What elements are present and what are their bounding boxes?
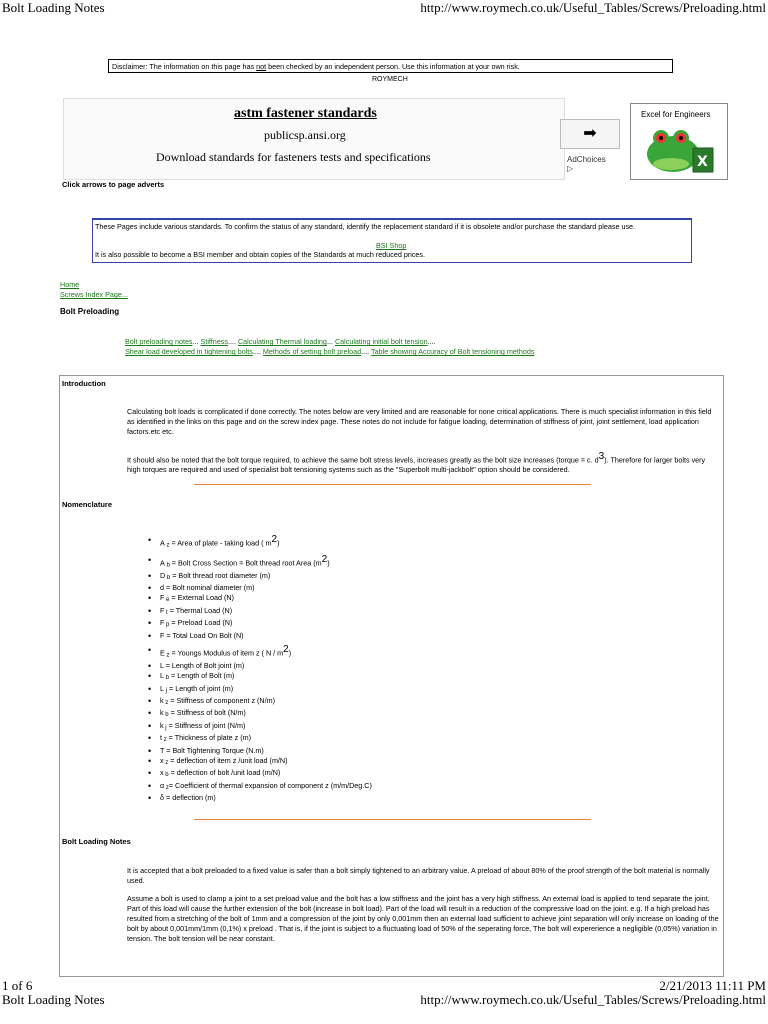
nomenclature-item: • α z= Coefficient of thermal expansion of component z (m/m/Deg.C) — [148, 781, 648, 793]
disclaimer-text-after: been checked by an independent person. Use this information at your own risk. — [266, 62, 520, 71]
ad-side-excel[interactable] — [630, 103, 728, 180]
nomenclature-item: • k z = Stiffness of component z (N/m) — [148, 696, 648, 708]
nomenclature-item: • F = Total Load On Bolt (N) — [148, 631, 648, 641]
nomenclature-item: • k b = Stiffness of bolt (N/m) — [148, 708, 648, 720]
nomenclature-item: • x b = deflection of bolt /unit load (m/N) — [148, 768, 648, 780]
print-header-title: Bolt Loading Notes — [2, 0, 105, 15]
bsi-notice-box — [92, 218, 692, 263]
print-footer-datetime: 2/21/2013 11:11 PM — [659, 978, 766, 993]
link-bolt-preloading-notes[interactable]: Bolt preloading notes — [125, 337, 193, 346]
bolt-notes-p1: It is accepted that a bolt preloaded to a fixed value is safer than a bolt simply tightened to an arbitrary value. A preload of about 80% of the proof strength of the bolt material is normally used. — [127, 866, 710, 885]
nomenclature-item: • d = Bolt nominal diameter (m) — [148, 583, 648, 593]
print-header-url-next: http://www.roymech.co.uk/Useful_Tables/Screws/Preloading.html — [420, 992, 766, 1007]
introduction-heading: Introduction — [62, 379, 106, 388]
nav-screws-index-link[interactable]: Screws Index Page... — [60, 290, 128, 299]
disclaimer-sub: ROYMECH — [372, 76, 408, 83]
nomenclature-item: • F t = Thermal Load (N) — [148, 606, 648, 618]
ad-description[interactable]: Download standards for fasteners tests and specifications — [156, 150, 431, 164]
nomenclature-item: • D b = Bolt thread root diameter (m) — [148, 571, 648, 583]
frog-icon — [643, 124, 715, 176]
bolt-notes-p2: Assume a bolt is used to clamp a joint to a set preload value and the bolt has a low stiffness and the joint has a very high stiffness. An external load is applied to tend separate the joint. Part of this load will cause the further extension of the bolt (increase in bolt load). Part of the load will result in a reduction of the compressive load on the joint. e.g. If a high preload has resulted from a stretching of the bolt of 1mm and a compression of the joint by only 0,001mm then an external load sufficient to achieve joint separation will only increase on loading of the bolt by about 0,001mm/1mm (0,1%) x preload . That is, if the joint is subject to a fluctuating load of 50% of the seperating force, The bolt will expererience a negligible (0,05%) variation in tension. The bolt tension will be near constant. — [127, 894, 719, 943]
nomenclature-item: • t z = Thickness of plate z (m) — [148, 733, 648, 745]
nomenclature-item: • E z = Youngs Modulus of item z ( N / $m^2$) — [148, 645, 648, 661]
print-header-title-next: Bolt Loading Notes — [2, 992, 105, 1007]
topic-links-row2: Shear load developed in tightening bolts.... Methods of setting bolt preload.... Table showing Accuracy of Bolt tensioning methods — [125, 347, 535, 356]
content-box — [59, 375, 724, 977]
nomenclature-item: • F e = External Load (N) — [148, 593, 648, 605]
section-title: Bolt Preloading — [60, 307, 120, 316]
ad-side-title: Excel for Engineers — [641, 110, 711, 119]
link-accuracy-table[interactable]: Table showing Accuracy of Bolt tensioning methods — [371, 347, 535, 356]
nomenclature-item: • x z = deflection of item z /unit load (m/N) — [148, 756, 648, 768]
nomenclature-item: • k j = Stiffness of joint (N/m) — [148, 721, 648, 733]
nomenclature-item: • L j = Length of joint (m) — [148, 684, 648, 696]
ad-title[interactable]: astm fastener standards — [234, 106, 377, 121]
svg-text:X: X — [697, 154, 708, 170]
nomenclature-heading: Nomenclature — [62, 500, 113, 509]
bolt-notes-heading: Bolt Loading Notes — [62, 837, 131, 846]
nomenclature-item: • A z = Area of plate - taking load ( $m^2$) — [148, 535, 648, 551]
nomenclature-item: • F p = Preload Load (N) — [148, 618, 648, 630]
print-footer-page: 1 of 6 — [2, 978, 33, 993]
bsi-line2: It is also possible to become a BSI member and obtain copies of the Standards at much reduced prices. — [95, 250, 426, 259]
click-arrows-note: Click arrows to page adverts — [62, 180, 165, 189]
introduction-p1: Calculating bolt loads is complicated if done correctly. The notes below are very limited and are reasonable for none critical applications. There is much specialist information in this field as identified in the links on this page and on the screw index page. These notes do not include for fatigue loading, determination of stiffness of joint, joint settlement, load application factors.etc etc. — [127, 407, 712, 436]
nomenclature-item: • L = Length of Bolt joint (m) — [148, 661, 648, 671]
nomenclature-item: • L b = Length of Bolt (m) — [148, 671, 648, 683]
topic-links-row1: Bolt preloading notes... Stiffness.... Calculating Thermal loading... Calculating initial bolt tension.... — [125, 337, 436, 346]
ad-arrow-button[interactable] — [560, 119, 620, 149]
nomenclature-list — [148, 531, 648, 804]
link-stiffness[interactable]: Stiffness — [200, 337, 228, 346]
nomenclature-item: • A b = Bolt Cross Section = Bolt thread root Area $(m^2)$ — [148, 555, 648, 571]
disclaimer-not: not — [256, 62, 267, 71]
link-thermal-loading[interactable]: Calculating Thermal loading — [237, 337, 327, 346]
arrow-right-icon: ➡ — [583, 125, 597, 142]
print-header-url: http://www.roymech.co.uk/Useful_Tables/Screws/Preloading.html — [420, 0, 766, 15]
adchoices-label[interactable]: AdChoices ▷ — [567, 155, 606, 173]
link-initial-bolt-tension[interactable]: Calculating initial bolt tension — [334, 337, 428, 346]
bsi-line1: These Pages include various standards. To confirm the status of any standard, identify the replacement standard if it is obsolete and/or purchase the standard please use. — [95, 222, 636, 231]
divider — [194, 819, 591, 820]
ad-domain[interactable]: publicsp.ansi.org — [264, 128, 346, 142]
nomenclature-item: • δ = deflection (m) — [148, 793, 648, 803]
disclaimer-text-before: Disclaimer: The information on this page has — [112, 62, 257, 71]
divider — [194, 484, 591, 485]
nomenclature-item: • T = Bolt Tightening Torque (N.m) — [148, 746, 648, 756]
adchoices-icon: ▷ — [567, 164, 574, 173]
introduction-p2: It should also be noted that the bolt torque required, to achieve the same bolt stress levels, increases greatly as the bolt size increases (torque = c. $d^3$). Therefore for larger bolts very high torques are required and used of specialist bolt tensioning systems such as the "Superbolt multi-jackbolt" option should be considered. — [127, 451, 706, 475]
link-methods-setting-preload[interactable]: Methods of setting bolt preload — [262, 347, 362, 356]
ad-banner[interactable] — [63, 98, 606, 180]
disclaimer-box — [108, 59, 673, 73]
bsi-shop-link[interactable]: BSI Shop — [376, 241, 407, 250]
nav-home-link[interactable]: Home — [60, 280, 80, 289]
link-shear-load[interactable]: Shear load developed in tightening bolts — [125, 347, 253, 356]
